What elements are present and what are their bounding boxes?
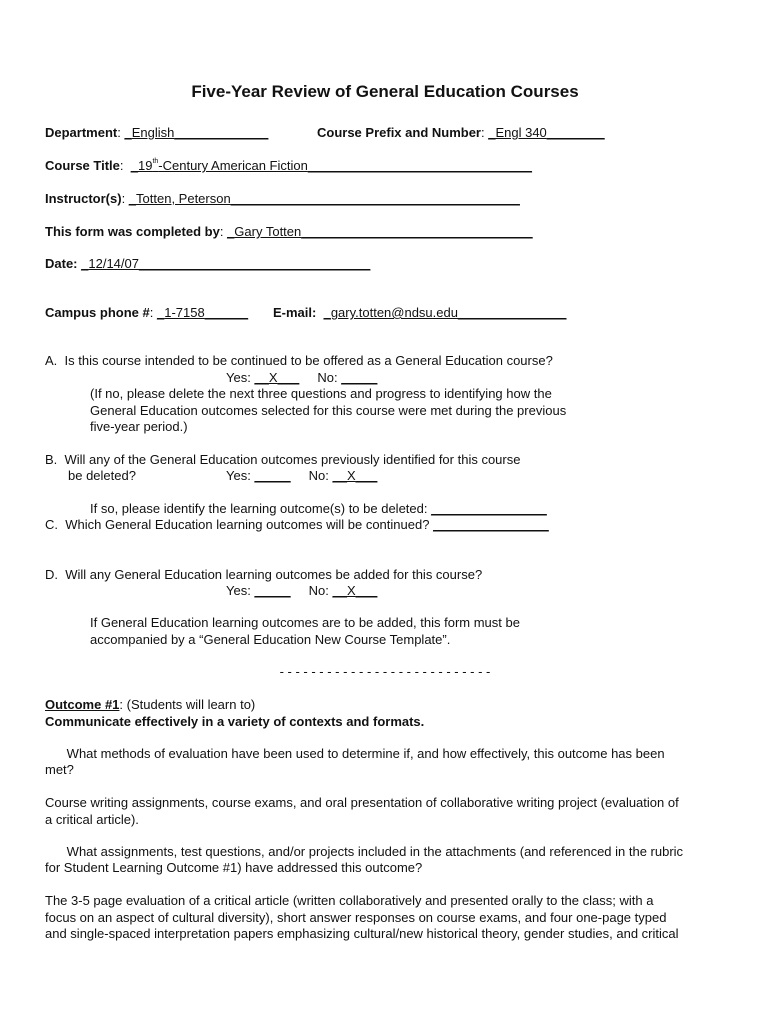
question-b-no-field[interactable]: __X___	[332, 468, 378, 483]
phone-field[interactable]: _1-7158______	[156, 305, 249, 320]
completed-by-row: This form was completed by: _Gary Totten________________________________	[45, 224, 533, 239]
instructor-label: Instructor(s)	[45, 191, 122, 206]
outcome-question-1-line-2: met?	[45, 762, 74, 777]
question-a-note-1: (If no, please delete the next three questions and progress to identifying how the	[90, 386, 552, 401]
course-title-field[interactable]: _19th-Century American Fiction_______________________________	[130, 158, 532, 173]
outcome-question-1-line-1: What methods of evaluation have been used to determine if, and how effectively, this outcome has been	[45, 746, 665, 761]
prefix-row: Course Prefix and Number: _Engl 340________	[317, 125, 605, 140]
question-b-line-2: be deleted?	[68, 468, 136, 483]
email-label: E-mail:	[273, 305, 317, 320]
question-c: C. Which General Education learning outcomes will be continued? ________________	[45, 517, 549, 532]
question-b: B. Will any of the General Education outcomes previously identified for this course	[45, 452, 521, 467]
instructor-field[interactable]: _Totten, Peterson________________________________________	[128, 191, 520, 206]
outcome-question-2-line-2: for Student Learning Outcome #1) have addressed this outcome?	[45, 860, 423, 875]
question-d-note-2: accompanied by a “General Education New Course Template”.	[90, 632, 451, 647]
question-b-note: If so, please identify the learning outcome(s) to be deleted: ________________	[90, 501, 547, 516]
date-label: Date:	[45, 256, 78, 271]
course-title-label: Course Title	[45, 158, 120, 173]
prefix-field[interactable]: _Engl 340________	[488, 125, 605, 140]
question-d-yes-field[interactable]: _____	[254, 583, 291, 598]
section-divider: - - - - - - - - - - - - - - - - - - - - - - - - - - -	[279, 664, 491, 679]
question-a-no-field[interactable]: _____	[341, 370, 378, 385]
outcome-question-2-line-1: What assignments, test questions, and/or projects included in the attachments (and referenced in the rubric	[45, 844, 684, 859]
question-a-note-2: General Education outcomes selected for this course were met during the previous	[90, 403, 567, 418]
question-d-answers: Yes: _____ No: __X___	[226, 583, 378, 598]
completed-by-label: This form was completed by	[45, 224, 220, 239]
prefix-label: Course Prefix and Number	[317, 125, 481, 140]
question-a-yes-field[interactable]: __X___	[254, 370, 300, 385]
outcomes-continued-field[interactable]: ________________	[433, 517, 549, 532]
question-d-no-field[interactable]: __X___	[332, 583, 378, 598]
instructor-row: Instructor(s): _Totten, Peterson________________________________________	[45, 191, 520, 206]
outcomes-deleted-field[interactable]: ________________	[431, 501, 547, 516]
outcome-answer-2-line-1: The 3-5 page evaluation of a critical article (written collaboratively and presented orally to the class; with a	[45, 893, 654, 908]
question-d-note-1: If General Education learning outcomes are to be added, this form must be	[90, 615, 520, 630]
phone-label: Campus phone #	[45, 305, 150, 320]
department-row: Department: _English_____________	[45, 125, 269, 140]
department-field[interactable]: _English_____________	[124, 125, 269, 140]
question-a-note-3: five-year period.)	[90, 419, 188, 434]
question-b-yes-field[interactable]: _____	[254, 468, 291, 483]
outcome-answer-2-line-2: focus on an aspect of cultural diversity), short answer responses on course exams, and four one-page typed	[45, 910, 667, 925]
question-a-answers: Yes: __X___ No: _____	[226, 370, 378, 385]
outcome-answer-2-line-3: and single-spaced interpretation papers emphasizing cultural/new historical theory, gender studies, and critical	[45, 926, 679, 941]
phone-row: Campus phone #: _1-7158______	[45, 305, 249, 320]
course-title-row: Course Title: _19th-Century American Fiction_______________________________	[45, 158, 532, 173]
question-a: A. Is this course intended to be continued to be offered as a General Education course?	[45, 353, 553, 368]
completed-by-field[interactable]: _Gary Totten________________________________	[227, 224, 533, 239]
email-row	[273, 305, 566, 321]
outcome-answer-1-line-1: Course writing assignments, course exams, and oral presentation of collaborative writing project (evaluation of	[45, 795, 679, 810]
date-field[interactable]: _12/14/07________________________________	[81, 256, 371, 271]
page-title: Five-Year Review of General Education Courses	[191, 82, 579, 101]
date-row	[45, 256, 370, 272]
question-d: D. Will any General Education learning outcomes be added for this course?	[45, 567, 483, 582]
department-label: Department	[45, 125, 118, 140]
outcome-answer-1-line-2: a critical article).	[45, 812, 139, 827]
outcome-heading: Outcome #1: (Students will learn to)	[45, 697, 256, 712]
question-b-answers: Yes: _____ No: __X___	[226, 468, 378, 483]
email-field[interactable]: _gary.totten@ndsu.edu_______________	[323, 305, 567, 320]
outcome-statement: Communicate effectively in a variety of contexts and formats.	[45, 714, 425, 729]
